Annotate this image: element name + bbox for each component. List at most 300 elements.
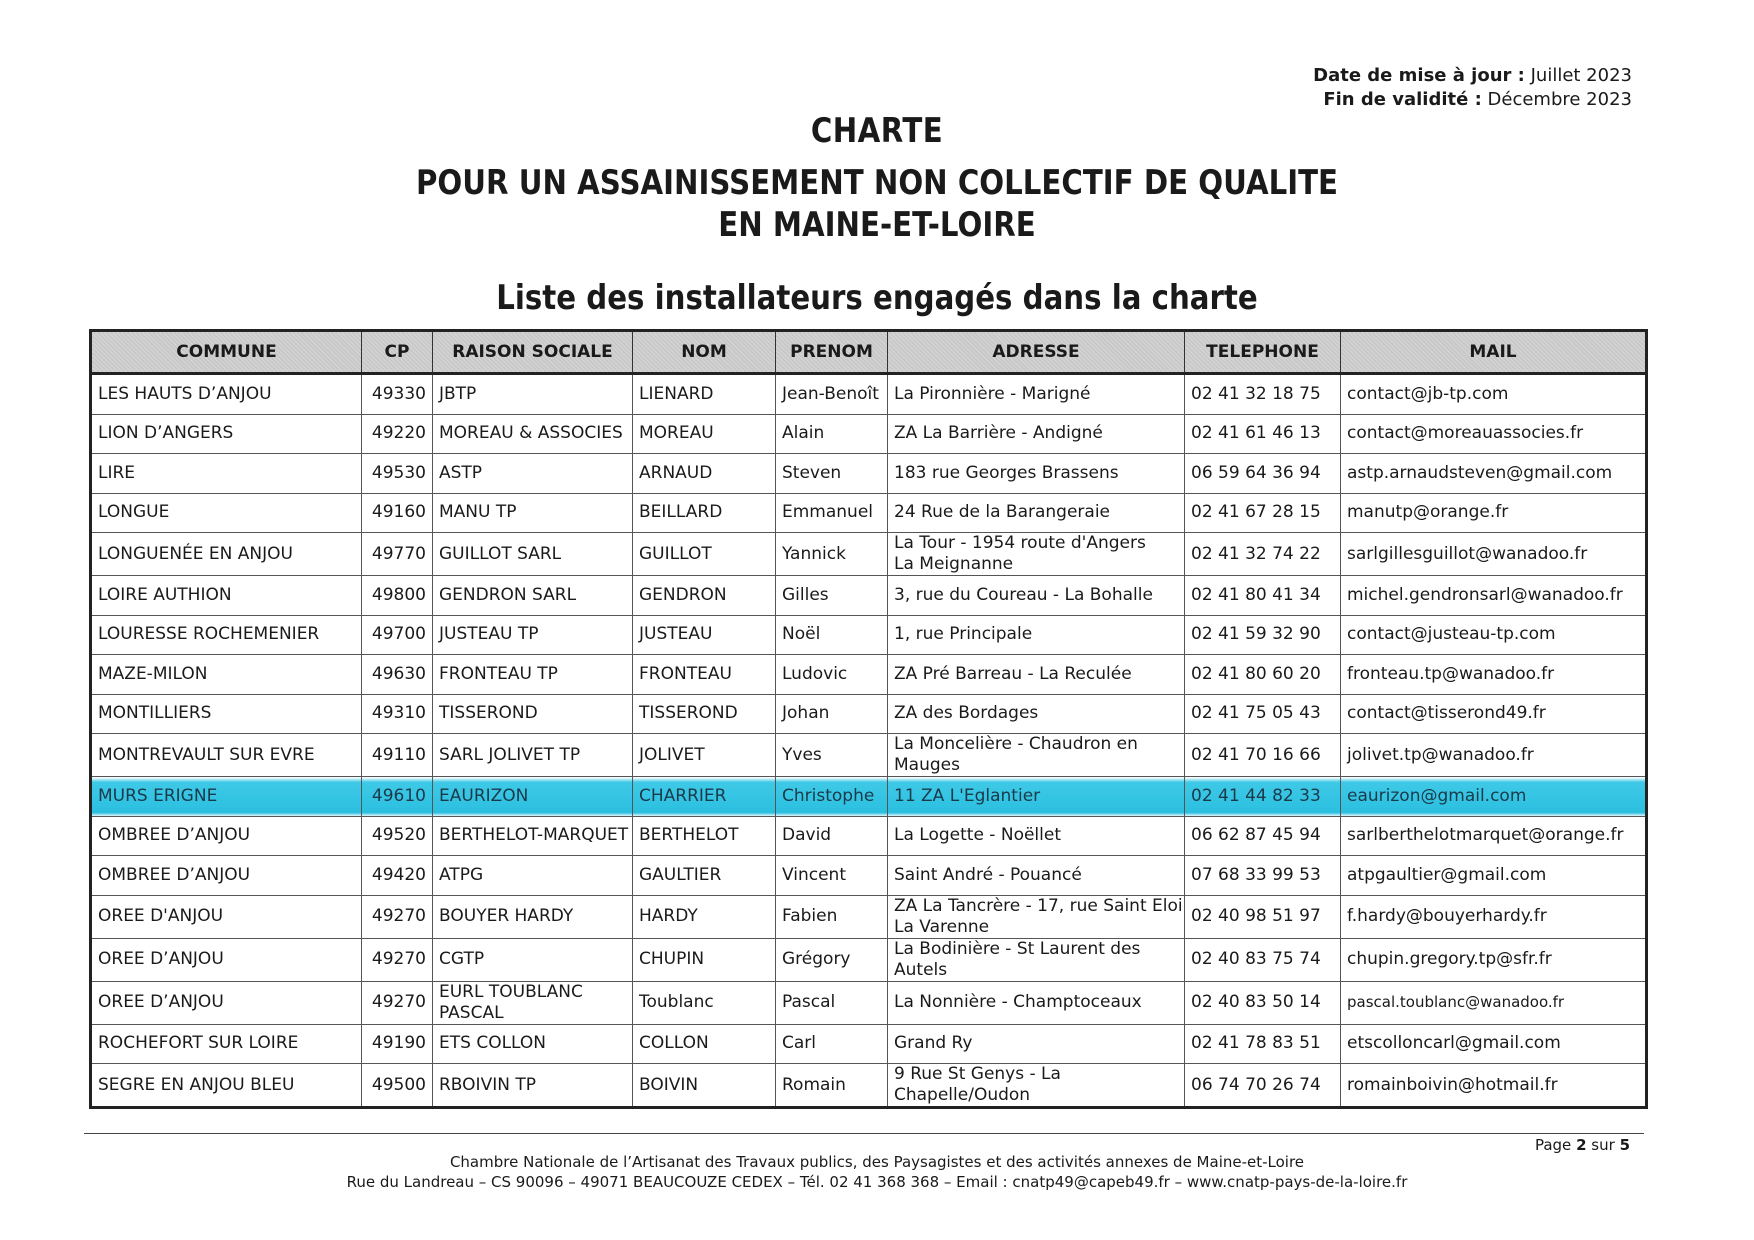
col-header-adresse: ADRESSE [888,331,1185,374]
cell-adresse-line1: La Bodinière - St Laurent des [894,938,1141,959]
cell-nom [633,414,776,454]
footer [0,1152,1754,1192]
cell-nom [633,777,776,817]
cell-adresse-line1: 24 Rue de la Barangeraie [894,502,1111,523]
cell-adresse-line2: Mauges [894,755,960,775]
update-date-value: Juillet 2023 [1530,65,1632,86]
cell-cp [362,694,433,734]
cell-prenom-line1: Steven [782,462,842,483]
cell-prenom [776,493,888,533]
cell-raison-sociale [433,576,633,616]
cell-commune [91,655,362,695]
cell-adresse [888,734,1185,777]
cell-commune-line1: OMBREE D’ANJOU [98,864,251,885]
cell-prenom-line1: Jean-Benoît [782,383,879,404]
cell-prenom-line1: Yannick [782,543,846,564]
cell-prenom-line1: Romain [782,1074,846,1095]
cell-raison-sociale-line1: MANU TP [439,502,517,523]
cell-raison-sociale [433,816,633,856]
cell-cp-line1: 49610 [371,785,426,806]
cell-telephone [1185,1064,1341,1108]
cell-mail-line1: contact@tisserond49.fr [1347,703,1546,724]
cell-prenom-line1: Noël [782,624,821,645]
table-row [91,816,1647,856]
cell-commune-line1: MAZE-MILON [98,663,208,684]
cell-cp-line1: 49160 [371,502,426,523]
cell-adresse-line1: Saint André - Pouancé [894,864,1082,885]
table-row [91,655,1647,695]
cell-raison-sociale-line1: ETS COLLON [439,1033,547,1054]
cell-mail [1341,694,1647,734]
cell-cp [362,615,433,655]
cell-prenom [776,856,888,896]
cell-nom-line1: GAULTIER [639,864,722,885]
footer-divider [84,1133,1644,1134]
cell-prenom [776,816,888,856]
cell-nom-line1: GENDRON [639,584,727,605]
col-header-raison-sociale: RAISON SOCIALE [433,331,633,374]
cell-raison-sociale [433,981,633,1024]
cell-commune [91,533,362,576]
cell-cp [362,856,433,896]
col-header-prenom: PRENOM [776,331,888,374]
cell-commune-line1: LION D’ANGERS [98,423,234,444]
cell-nom [633,576,776,616]
cell-cp-line1: 49770 [371,543,426,564]
cell-raison-sociale [433,938,633,981]
cell-cp [362,734,433,777]
cell-mail-line1: pascal.toublanc@wanadoo.fr [1347,993,1565,1011]
cell-nom [633,493,776,533]
cell-commune-line1: MONTILLIERS [98,703,212,724]
cell-nom-line1: Toublanc [639,992,714,1012]
cell-cp-line1: 49270 [371,992,426,1012]
cell-prenom-line1: Ludovic [782,663,848,684]
table-row [91,938,1647,981]
cell-telephone-line1: 02 40 98 51 97 [1191,906,1321,926]
cell-nom [633,615,776,655]
cell-telephone-line1: 02 41 61 46 13 [1191,423,1321,444]
cell-nom-line1: JOLIVET [639,744,705,765]
cell-commune [91,938,362,981]
cell-mail-line1: jolivet.tp@wanadoo.fr [1347,744,1534,765]
cell-commune [91,493,362,533]
cell-nom-line1: JUSTEAU [639,624,713,645]
cell-telephone [1185,1024,1341,1064]
cell-commune-line1: OMBREE D’ANJOU [98,825,251,846]
cell-raison-sociale-line1: SARL JOLIVET TP [439,744,581,765]
cell-telephone-line1: 02 41 78 83 51 [1191,1033,1321,1054]
cell-adresse-line1: 11 ZA L'Eglantier [894,785,1041,806]
cell-telephone [1185,938,1341,981]
cell-commune [91,816,362,856]
cell-nom [633,816,776,856]
validity-date-value: Décembre 2023 [1487,89,1632,110]
cell-mail [1341,414,1647,454]
cell-mail [1341,734,1647,777]
cell-cp [362,655,433,695]
cell-cp-line1: 49520 [371,825,426,846]
cell-telephone [1185,493,1341,533]
cell-raison-sociale [433,615,633,655]
cell-mail [1341,576,1647,616]
cell-mail-line1: sarlgillesguillot@wanadoo.fr [1347,543,1588,564]
footer-organization: Chambre Nationale de l’Artisanat des Travaux publics, des Paysagistes et des activités annexes de Maine-et-Loire [449,1153,1305,1171]
cell-adresse [888,655,1185,695]
cell-prenom [776,414,888,454]
cell-telephone [1185,694,1341,734]
cell-cp [362,374,433,415]
cell-prenom [776,615,888,655]
cell-adresse [888,694,1185,734]
cell-mail-line1: manutp@orange.fr [1347,502,1509,523]
cell-commune-line1: LES HAUTS D’ANJOU [98,383,272,404]
cell-nom-line1: MOREAU [639,423,714,444]
cell-cp-line1: 49270 [371,949,426,969]
cell-raison-sociale-line1: RBOIVIN TP [439,1074,536,1095]
cell-mail [1341,895,1647,938]
cell-adresse [888,493,1185,533]
cell-telephone-line1: 02 41 80 60 20 [1191,663,1321,684]
update-date-label: Date de mise à jour : [1313,65,1525,86]
cell-commune [91,734,362,777]
cell-telephone [1185,895,1341,938]
cell-commune [91,414,362,454]
cell-telephone [1185,454,1341,494]
cell-adresse-line2: La Varenne [894,916,990,937]
cell-prenom [776,938,888,981]
update-date [1313,64,1632,88]
cell-mail-line1: atpgaultier@gmail.com [1347,864,1547,885]
cell-commune [91,374,362,415]
table-row [91,734,1647,777]
cell-raison-sociale-line1: JUSTEAU TP [439,624,539,645]
cell-cp-line1: 49800 [371,584,426,605]
cell-raison-sociale-line1: ASTP [439,462,483,483]
cell-adresse-line1: ZA La Barrière - Andigné [894,423,1103,444]
cell-telephone-line1: 02 41 67 28 15 [1191,502,1321,523]
cell-raison-sociale-line1: MOREAU & ASSOCIES [439,423,623,444]
cell-mail [1341,533,1647,576]
table-row [91,374,1647,415]
cell-commune-line1: MONTREVAULT SUR EVRE [98,744,315,765]
cell-nom [633,895,776,938]
cell-adresse-line1: ZA des Bordages [894,703,1039,724]
cell-commune-line1: LOURESSE ROCHEMENIER [98,624,320,645]
cell-raison-sociale [433,895,633,938]
cell-commune [91,1064,362,1108]
cell-prenom [776,454,888,494]
cell-mail [1341,938,1647,981]
cell-cp [362,414,433,454]
table-row [91,493,1647,533]
cell-cp-line1: 49310 [371,703,426,724]
cell-prenom-line1: Carl [782,1033,816,1054]
cell-prenom-line1: Yves [782,744,822,765]
cell-mail [1341,493,1647,533]
cell-adresse-line1: 9 Rue St Genys - La [894,1064,1061,1084]
cell-mail [1341,856,1647,896]
page-total: 5 [1619,1136,1630,1154]
cell-commune-line1: SEGRE EN ANJOU BLEU [98,1074,295,1095]
cell-prenom-line1: Emmanuel [782,502,874,523]
cell-commune [91,981,362,1024]
cell-adresse-line1: ZA La Tancrère - 17, rue Saint Eloi [894,895,1183,916]
cell-raison-sociale-line1: TISSEROND [439,703,538,724]
cell-cp [362,454,433,494]
cell-cp-line1: 49700 [371,624,426,645]
cell-commune [91,454,362,494]
validity-date-label: Fin de validité : [1323,89,1482,110]
cell-adresse-line1: La Tour - 1954 route d'Angers [894,533,1146,553]
cell-mail [1341,981,1647,1024]
cell-raison-sociale-line1: CGTP [439,949,485,969]
cell-prenom-line1: David [782,825,832,846]
cell-nom [633,981,776,1024]
cell-nom [633,694,776,734]
cell-commune-line1: LIRE [98,462,136,483]
cell-raison-sociale [433,414,633,454]
cell-prenom [776,734,888,777]
cell-cp [362,1024,433,1064]
cell-mail [1341,1024,1647,1064]
cell-mail-line1: contact@jb-tp.com [1347,383,1509,404]
table-row [91,414,1647,454]
cell-telephone-line1: 02 40 83 75 74 [1191,949,1321,969]
list-title: Liste des installateurs engagés dans la charte [496,278,1258,318]
title-charte: CHARTE [810,111,944,151]
cell-adresse-line1: La Logette - Noëllet [894,825,1061,846]
cell-raison-sociale [433,655,633,695]
cell-commune [91,1024,362,1064]
table-row [91,856,1647,896]
cell-commune-line1: MURS ERIGNE [98,785,218,806]
cell-telephone [1185,777,1341,817]
cell-mail [1341,615,1647,655]
table-row [91,694,1647,734]
cell-raison-sociale-line1: ATPG [439,864,484,885]
cell-commune [91,777,362,817]
cell-prenom [776,1064,888,1108]
cell-nom-line1: CHUPIN [639,949,705,969]
cell-mail-line1: eaurizon@gmail.com [1347,785,1527,806]
page-label: Page [1534,1136,1572,1154]
cell-nom-line1: GUILLOT [639,543,712,564]
cell-telephone [1185,816,1341,856]
cell-telephone [1185,414,1341,454]
cell-raison-sociale [433,533,633,576]
cell-cp-line1: 49190 [371,1033,426,1054]
cell-prenom [776,981,888,1024]
cell-adresse-line1: 1, rue Principale [894,624,1033,645]
cell-prenom-line1: Gilles [782,584,829,605]
cell-cp-line1: 49500 [371,1074,426,1095]
cell-adresse [888,414,1185,454]
installers-table [89,329,1648,1109]
cell-prenom [776,374,888,415]
cell-adresse [888,1024,1185,1064]
cell-cp [362,895,433,938]
cell-raison-sociale [433,777,633,817]
cell-mail-line1: sarlberthelotmarquet@orange.fr [1347,825,1624,846]
cell-adresse-line2: Chapelle/Oudon [894,1085,1031,1105]
cell-raison-sociale-line1: BERTHELOT-MARQUET [439,825,629,846]
cell-mail-line1: chupin.gregory.tp@sfr.fr [1347,949,1552,969]
cell-mail-line1: michel.gendronsarl@wanadoo.fr [1347,584,1623,605]
cell-prenom [776,533,888,576]
cell-nom-line1: COLLON [639,1033,709,1054]
cell-cp-line1: 49330 [371,383,426,404]
cell-raison-sociale [433,734,633,777]
cell-telephone [1185,533,1341,576]
table-row [91,777,1647,817]
cell-raison-sociale-line1: EURL TOUBLANC [439,981,583,1002]
cell-telephone-line1: 02 40 83 50 14 [1191,992,1321,1012]
cell-commune [91,856,362,896]
cell-commune [91,615,362,655]
cell-adresse [888,981,1185,1024]
cell-mail-line1: contact@justeau-tp.com [1347,624,1556,645]
cell-cp [362,1064,433,1108]
cell-adresse-line1: 183 rue Georges Brassens [894,462,1119,483]
title-subtitle-line2: EN MAINE-ET-LOIRE [718,205,1036,245]
cell-raison-sociale [433,493,633,533]
cell-raison-sociale-line1: EAURIZON [439,785,529,806]
cell-nom-line1: HARDY [639,906,698,926]
cell-mail-line1: astp.arnaudsteven@gmail.com [1347,462,1613,483]
cell-prenom-line1: Christophe [782,785,875,806]
cell-prenom [776,1024,888,1064]
col-header-commune: COMMUNE [91,331,362,374]
table-header-row [91,331,1647,374]
cell-telephone-line1: 06 74 70 26 74 [1191,1074,1321,1095]
cell-adresse-line1: Grand Ry [894,1033,973,1054]
cell-telephone [1185,615,1341,655]
table-row [91,615,1647,655]
table-row [91,454,1647,494]
cell-raison-sociale-line2: PASCAL [439,1002,504,1023]
cell-nom-line1: BEILLARD [639,502,723,523]
cell-commune-line1: OREE D’ANJOU [98,992,224,1012]
cell-prenom [776,655,888,695]
cell-nom [633,938,776,981]
cell-adresse [888,938,1185,981]
cell-telephone [1185,655,1341,695]
cell-commune-line1: LOIRE AUTHION [98,584,232,605]
cell-adresse [888,374,1185,415]
cell-prenom [776,895,888,938]
table-row [91,1064,1647,1108]
cell-prenom-line1: Fabien [782,906,838,926]
cell-nom-line1: BOIVIN [639,1074,699,1095]
cell-mail-line1: contact@moreauassocies.fr [1347,423,1584,444]
cell-prenom [776,777,888,817]
document-titles [0,108,1754,320]
cell-cp [362,493,433,533]
cell-telephone [1185,734,1341,777]
cell-mail [1341,816,1647,856]
cell-nom [633,374,776,415]
cell-raison-sociale-line1: FRONTEAU TP [439,663,558,684]
cell-commune-line1: LONGUE [98,502,170,523]
cell-nom [633,655,776,695]
cell-adresse-line1: 3, rue du Coureau - La Bohalle [894,584,1153,605]
cell-adresse-line2: La Meignanne [894,554,1014,574]
cell-telephone [1185,981,1341,1024]
footer-contact: Rue du Landreau – CS 90096 – 49071 BEAUCOUZE CEDEX – Tél. 02 41 368 368 – Email : cnatp49@capeb49.fr – www.cnatp-pays-de-la-loire.fr [346,1173,1408,1191]
cell-nom-line1: ARNAUD [639,462,713,483]
cell-mail-line1: fronteau.tp@wanadoo.fr [1347,663,1555,684]
cell-cp-line1: 49270 [371,906,426,926]
cell-commune [91,576,362,616]
cell-adresse [888,856,1185,896]
cell-mail [1341,655,1647,695]
cell-cp [362,777,433,817]
table-row [91,533,1647,576]
cell-adresse [888,895,1185,938]
cell-nom-line1: BERTHELOT [639,825,739,846]
cell-cp [362,816,433,856]
cell-prenom-line1: Johan [782,703,830,724]
table-row [91,981,1647,1024]
cell-telephone-line1: 02 41 75 05 43 [1191,703,1321,724]
cell-adresse [888,777,1185,817]
cell-raison-sociale [433,454,633,494]
cell-cp-line1: 49420 [371,864,426,885]
cell-nom [633,734,776,777]
cell-nom [633,1024,776,1064]
cell-cp-line1: 49630 [371,663,426,684]
cell-telephone-line1: 02 41 44 82 33 [1191,785,1321,806]
cell-telephone-line1: 02 41 32 74 22 [1191,543,1321,564]
cell-cp-line1: 49110 [371,744,426,765]
cell-raison-sociale [433,1024,633,1064]
cell-adresse-line1: La Pironnière - Marigné [894,383,1091,404]
page-sep: sur [1591,1136,1615,1154]
cell-prenom-line1: Alain [782,423,825,444]
page-current: 2 [1576,1136,1587,1154]
cell-prenom-line1: Vincent [782,864,846,885]
cell-mail-line1: etscolloncarl@gmail.com [1347,1033,1561,1054]
cell-nom-line1: TISSEROND [639,703,738,724]
col-header-nom: NOM [633,331,776,374]
cell-prenom-line1: Grégory [782,949,851,969]
cell-cp-line1: 49220 [371,423,426,444]
cell-nom [633,533,776,576]
cell-mail-line1: f.hardy@bouyerhardy.fr [1347,906,1547,926]
cell-mail [1341,777,1647,817]
cell-commune-line1: OREE D'ANJOU [98,906,224,926]
cell-telephone [1185,576,1341,616]
cell-cp [362,533,433,576]
cell-prenom [776,576,888,616]
cell-cp [362,576,433,616]
cell-adresse-line1: ZA Pré Barreau - La Reculée [894,663,1132,684]
table-row [91,895,1647,938]
cell-telephone-line1: 02 41 80 41 34 [1191,584,1321,605]
cell-nom-line1: CHARRIER [639,785,727,806]
cell-adresse [888,816,1185,856]
table-row [91,1024,1647,1064]
cell-adresse [888,615,1185,655]
cell-telephone-line1: 06 59 64 36 94 [1191,462,1321,483]
cell-adresse [888,1064,1185,1108]
cell-raison-sociale [433,1064,633,1108]
col-header-mail: MAIL [1341,331,1647,374]
cell-adresse [888,454,1185,494]
col-header-telephone: TELEPHONE [1185,331,1341,374]
cell-prenom [776,694,888,734]
